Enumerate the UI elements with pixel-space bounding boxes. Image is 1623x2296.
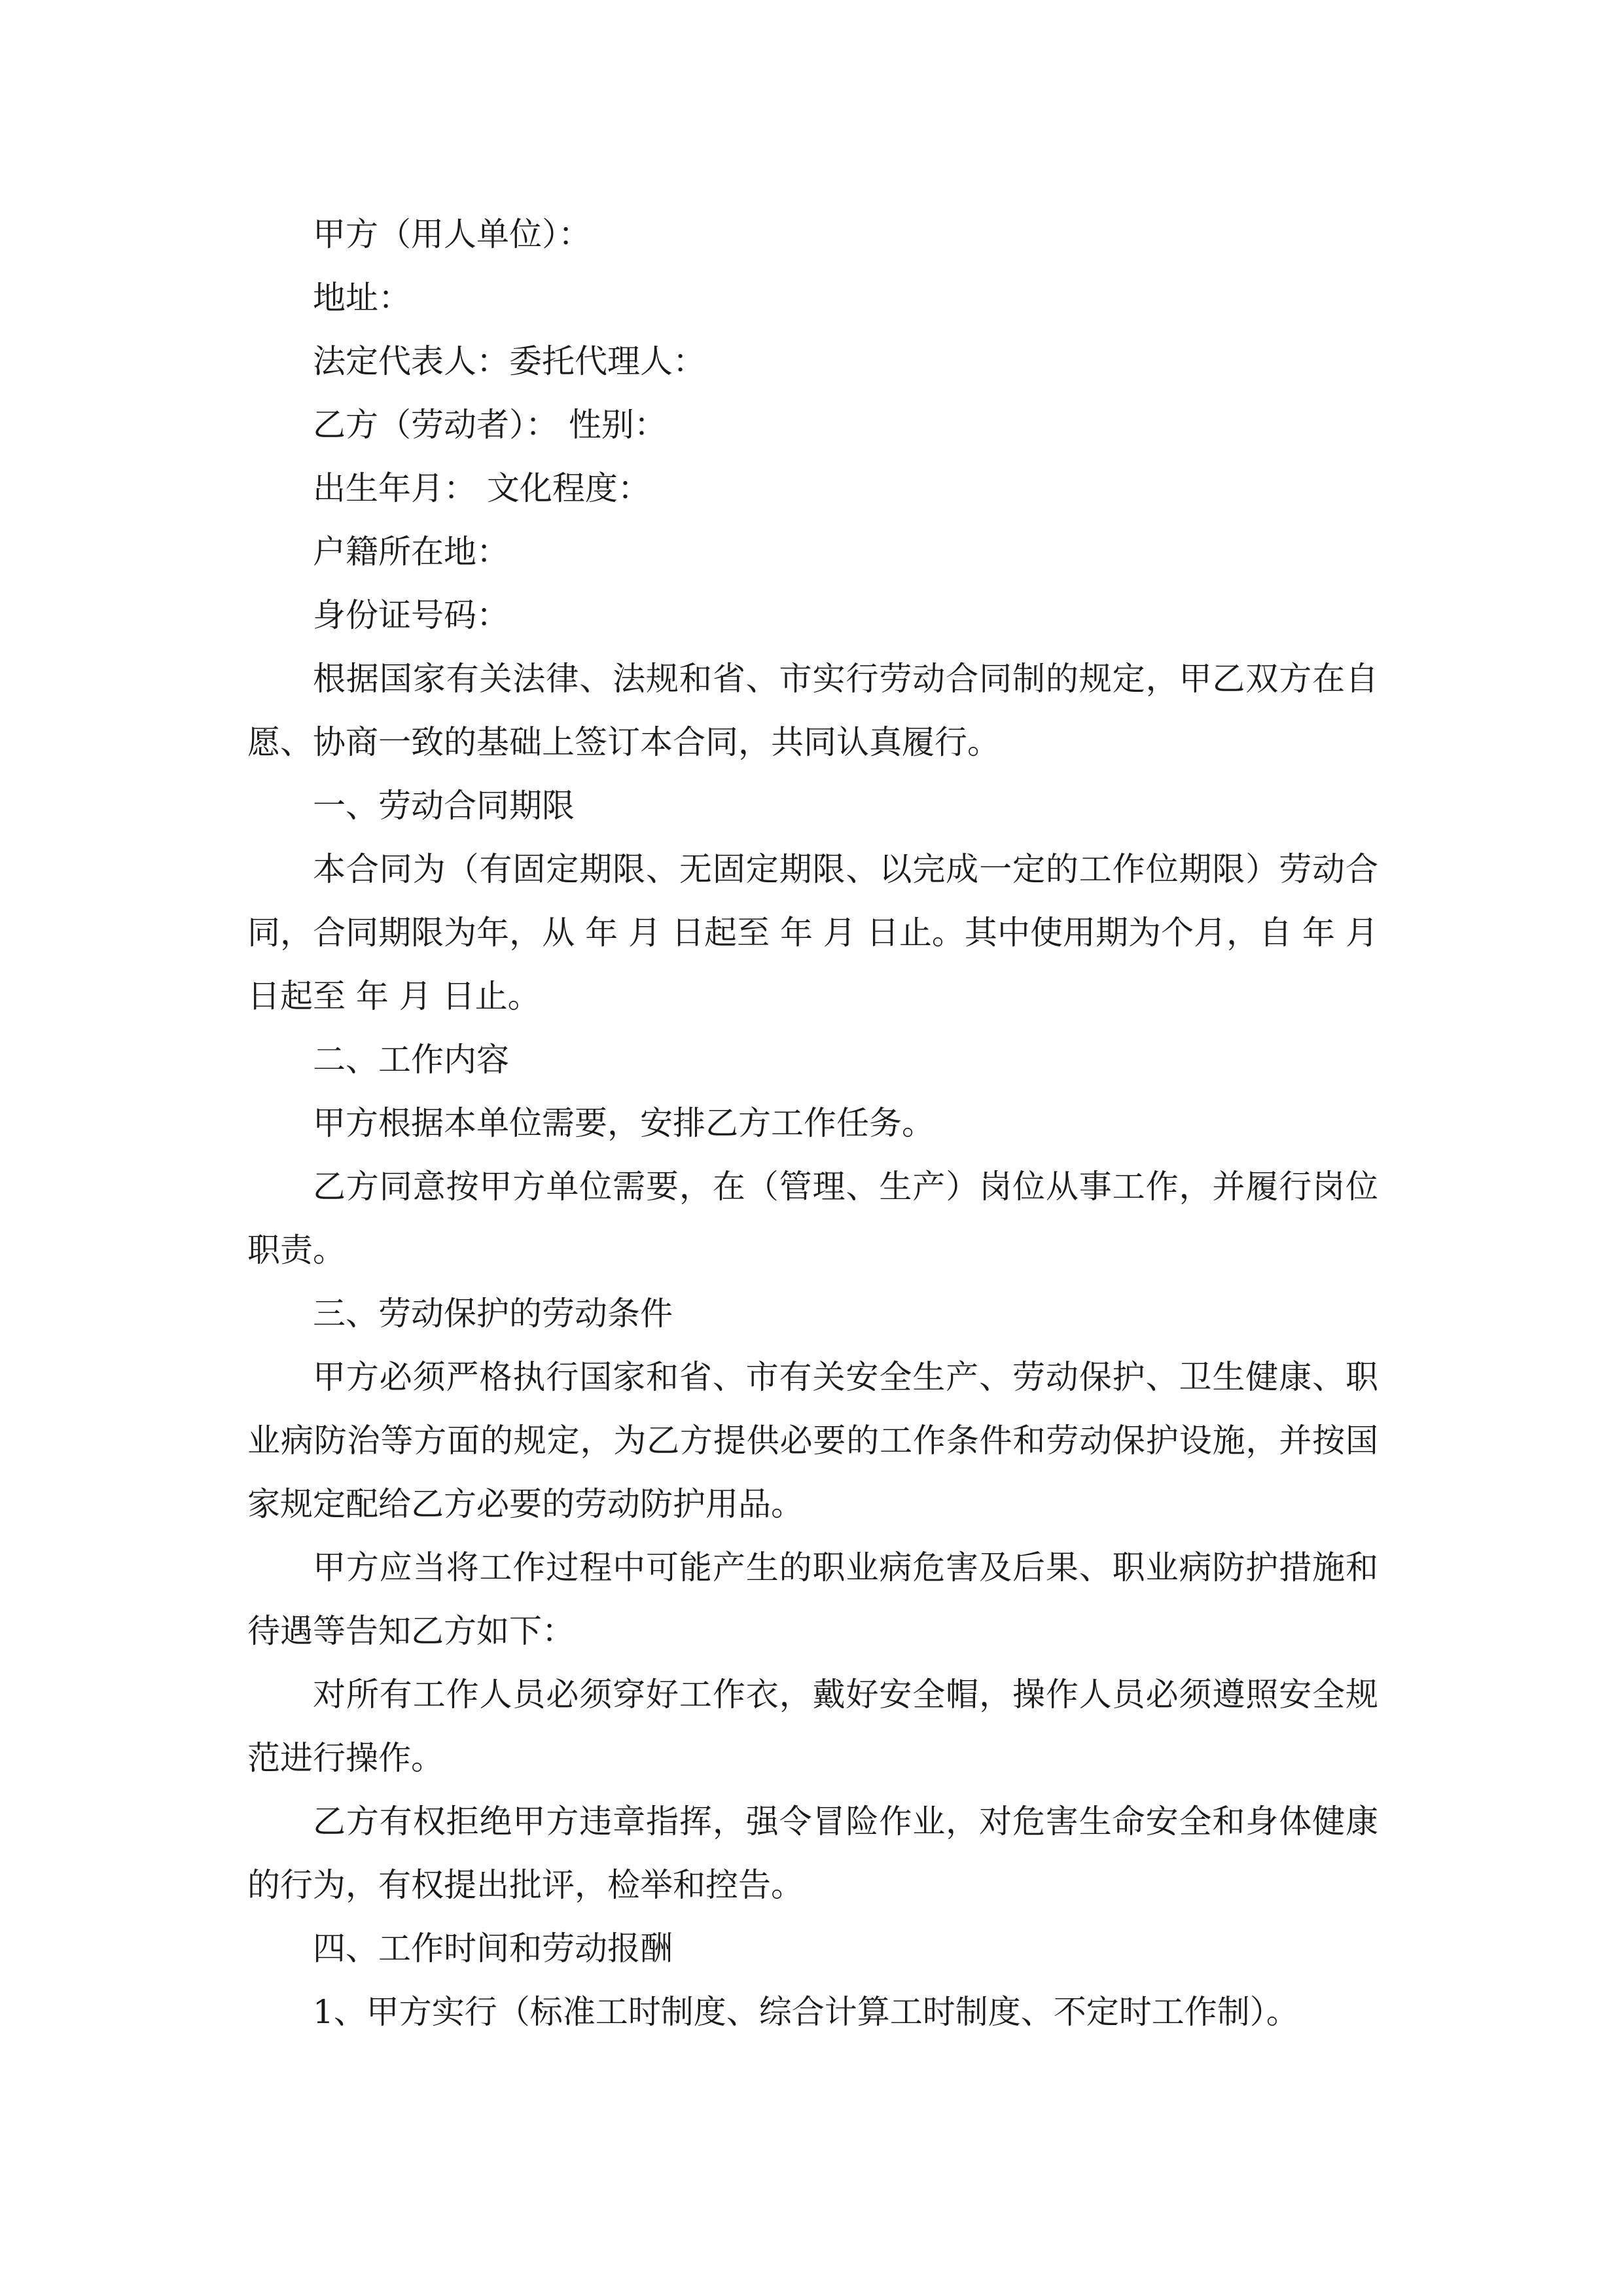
household-registration-line: 户籍所在地： xyxy=(313,533,509,571)
work-assignment-paragraph: 甲方根据本单位需要，安排乙方工作任务。 xyxy=(313,1104,935,1142)
id-number-line: 身份证号码： xyxy=(313,596,509,634)
party-b-line: 乙方（劳动者）： 性别： xyxy=(313,406,667,444)
contract-term-paragraph: 本合同为（有固定期限、无固定期限、以完成一定的工作位期限）劳动合同，合同期限为年，从 年 月 日起至 年 月 日止。其中使用期为个月，自 年 月 日起至 年 月 日止。 xyxy=(247,850,1378,1015)
preamble-paragraph: 根据国家有关法律、法规和省、市实行劳动合同制的规定，甲乙双方在自愿、协商一致的基础上签订本合同，共同认真履行。 xyxy=(247,660,1378,761)
party-a-line: 甲方（用人单位）： xyxy=(313,215,591,253)
right-to-refuse-paragraph: 乙方有权拒绝甲方违章指挥，强令冒险作业，对危害生命安全和身体健康的行为，有权提出批评，检举和控告。 xyxy=(247,1803,1378,1904)
birth-education-line: 出生年月： 文化程度： xyxy=(313,469,651,507)
safety-regulations-paragraph: 甲方必须严格执行国家和省、市有关安全生产、劳动保护、卫生健康、职业病防治等方面的规定，为乙方提供必要的工作条件和劳动保护设施，并按国家规定配给乙方必要的劳动防护用品。 xyxy=(247,1358,1378,1523)
occupational-hazard-paragraph: 甲方应当将工作过程中可能产生的职业病危害及后果、职业病防护措施和待遇等告知乙方如下： xyxy=(247,1549,1378,1650)
protective-gear-paragraph: 对所有工作人员必须穿好工作衣，戴好安全帽，操作人员必须遵照安全规范进行操作。 xyxy=(247,1676,1378,1777)
section-heading-work-content: 二、工作内容 xyxy=(313,1041,509,1079)
section-heading-labor-protection: 三、劳动保护的劳动条件 xyxy=(313,1295,673,1333)
section-heading-contract-term: 一、劳动合同期限 xyxy=(313,787,575,825)
work-position-paragraph: 乙方同意按甲方单位需要，在（管理、生产）岗位从事工作，并履行岗位职责。 xyxy=(247,1168,1378,1269)
address-line: 地址： xyxy=(313,279,411,317)
working-hours-item-1: 1、甲方实行（标准工时制度、综合计算工时制度、不定时工作制）。 xyxy=(313,1993,1299,2031)
section-heading-working-hours: 四、工作时间和劳动报酬 xyxy=(313,1929,673,1967)
legal-representative-line: 法定代表人：委托代理人： xyxy=(313,342,705,380)
document-body xyxy=(247,203,1378,2044)
